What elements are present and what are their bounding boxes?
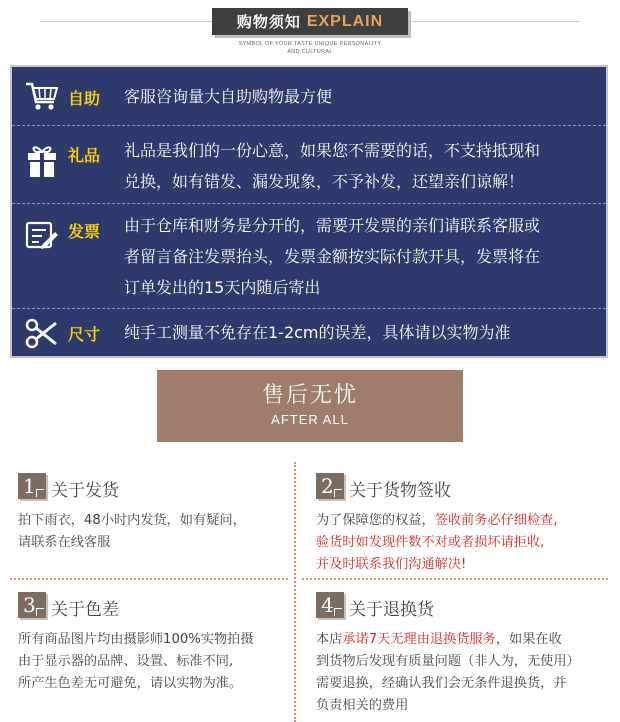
notes-label-invoice: 发票	[68, 222, 101, 241]
info-body-line	[316, 673, 580, 695]
header-title-cn: 购物须知	[236, 13, 301, 31]
banner-title-en: AFTER ALL	[271, 412, 349, 427]
info-number-badge: 4	[316, 592, 344, 618]
info-title-shipping: 关于发货	[51, 481, 119, 501]
shopping-cart-icon	[24, 78, 60, 114]
highlight-text: 承诺7天无理由退换货服务	[342, 632, 496, 647]
info-number-badge: 1	[18, 473, 46, 499]
header-subtitle	[230, 40, 390, 56]
notes-text-gift	[124, 135, 602, 197]
header-title-en: EXPLAIN	[306, 12, 384, 30]
notes-line: 订单发出的15天内随后寄出	[124, 278, 321, 297]
body-text: 请联系在线客服	[18, 535, 111, 550]
body-text: 由于显示器的品牌、设置、标准不同,	[18, 654, 234, 669]
info-body-line	[316, 510, 558, 532]
highlight-text: 并及时联系我们沟通解决!	[316, 557, 467, 572]
invoice-icon	[24, 218, 60, 254]
scissors-icon	[24, 316, 60, 352]
notes-text-invoice	[124, 210, 602, 303]
info-title-color-difference: 关于色差	[51, 600, 119, 620]
info-body-line	[18, 651, 254, 673]
notes-line: 由于仓库和财务是分开的，需要开发票的亲们请联系客服或	[124, 216, 541, 235]
notes-line: 纯手工测量不免存在1-2cm的误差，具体请以实物为准	[124, 323, 511, 342]
info-body-line	[18, 510, 246, 532]
header-subtitle-line1: SYMBOL OF YOUR TASTE UNIQUE PERSONALITY	[238, 41, 382, 47]
header-title-tag	[212, 8, 408, 35]
info-body-line	[316, 651, 580, 673]
info-body-receipt	[316, 510, 558, 576]
notes-label-self-service: 自助	[68, 89, 101, 108]
banner-title-cn: 售后无忧	[261, 383, 358, 408]
body-text: 拍下雨衣，48小时内发货，如有疑问，	[18, 513, 246, 528]
notes-text-self-service	[124, 81, 602, 112]
grid-divider-vertical	[294, 462, 296, 722]
header-subtitle-line2: AND CULTURAL	[287, 49, 333, 55]
grid-divider-horizontal-left	[10, 578, 288, 580]
info-body-line	[316, 629, 580, 651]
grid-divider-horizontal-right	[302, 578, 608, 580]
highlight-text: 签收前务必仔细检查,	[434, 513, 558, 528]
info-body-line	[18, 629, 254, 651]
info-body-line	[18, 532, 246, 554]
header-divider-left	[40, 21, 212, 22]
header-divider-right	[408, 21, 580, 22]
info-body-returns	[316, 629, 580, 717]
notes-label-gift: 礼品	[68, 146, 101, 165]
highlight-text: 验货时如发现件数不对或者损坏请拒收,	[316, 535, 545, 550]
info-title-receipt: 关于货物签收	[349, 481, 451, 501]
body-text: 本店	[316, 632, 343, 647]
gift-icon	[24, 143, 60, 179]
shopping-notes-panel	[10, 65, 608, 358]
notes-line: 兑换，如有错发、漏发现象，不予补发，还望亲们谅解！	[124, 172, 525, 191]
notes-row-invoice	[12, 203, 606, 308]
after-sales-banner	[157, 370, 463, 442]
notes-label-size: 尺寸	[68, 325, 101, 344]
body-text: 为了保障您的权益，	[316, 513, 435, 528]
info-body-line	[18, 673, 254, 695]
notes-line: 礼品是我们的一份心意，如果您不需要的话，不支持抵现和	[124, 141, 541, 160]
body-text: 到货物后发现有质量问题（非人为，无使用）	[316, 654, 580, 669]
body-text: 负责相关的费用	[316, 698, 409, 713]
notes-text-size	[124, 317, 602, 348]
notes-line: 者留言备注发票抬头，发票金额按实际付款开具，发票将在	[124, 247, 541, 266]
info-body-shipping	[18, 510, 246, 554]
notes-row-self-service	[12, 67, 606, 125]
section-header	[0, 0, 620, 62]
info-number-badge: 3	[18, 592, 46, 618]
body-text: ，如果在收	[495, 632, 562, 647]
info-body-line	[316, 532, 558, 554]
info-title-returns: 关于退换货	[349, 600, 434, 620]
body-text: 所有商品图片均由摄影师100%实物拍摄	[18, 632, 254, 647]
notes-row-gift	[12, 125, 606, 203]
info-body-color-difference	[18, 629, 254, 695]
notes-line: 客服咨询量大自助购物最方便	[124, 87, 333, 106]
notes-row-size	[12, 308, 606, 356]
info-number-badge: 2	[316, 473, 344, 499]
body-text: 所产生色差无可避免，请以实物为准。	[18, 676, 243, 691]
info-body-line	[316, 554, 558, 576]
info-body-line	[316, 695, 580, 717]
body-text: 需要退换，经确认我们会无条件退换货，并	[316, 676, 567, 691]
